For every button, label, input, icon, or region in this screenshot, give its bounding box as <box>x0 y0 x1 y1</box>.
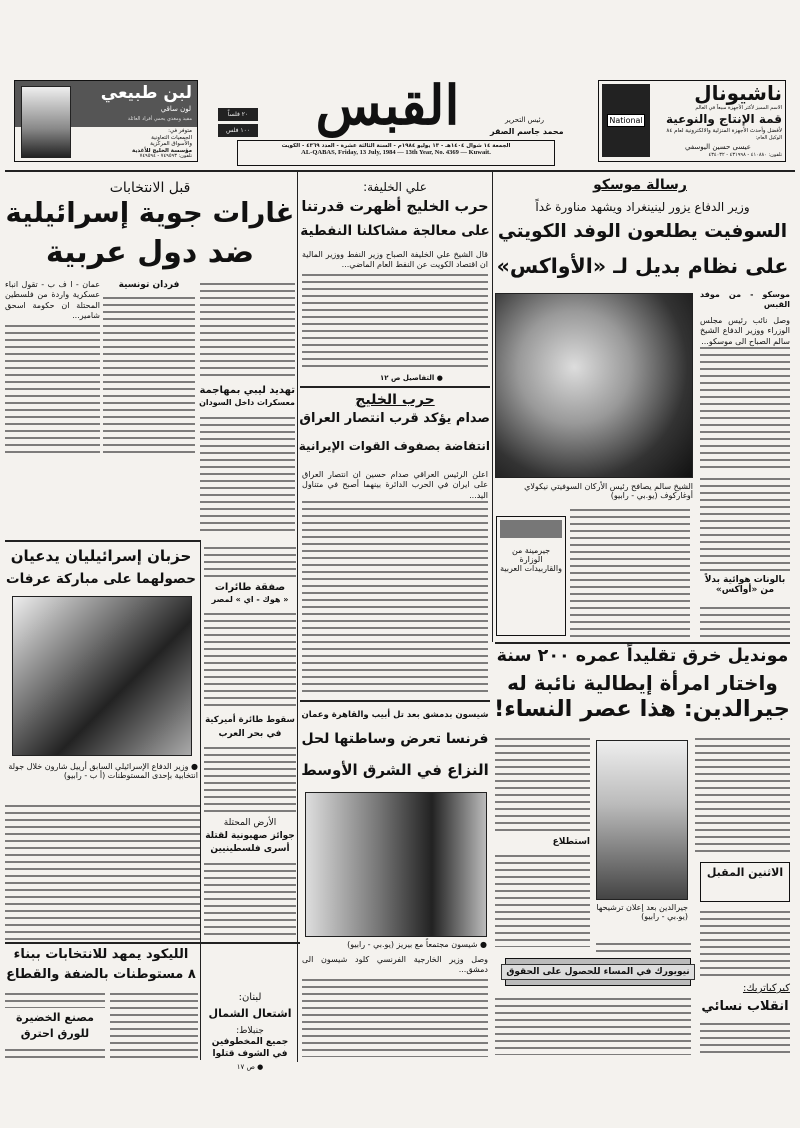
laban-ad: لبن طبيعي لون ساقي مفيد ومغذي يحمي أفراد العائلة متوفر في: الجمعيات التعاونية والأسواق المركزية مؤسسة الخليج للأغذية تلفون: ٧٤٩٥٩٣ - ٧٤٩٥٩٤ <box>14 80 198 162</box>
national-ad: National ناشيونال الاسم المميز لأكثر الأجهزة مبيعاً في العالم قمة الإنتاج والنوعية لأفضل وأحدث الأجهزة المنزلية والالكترونية لعام ٨٤ الوكيل العام: عيسى حسين اليوسفي تلفون: ٤١٠٨٨٠ - ٤٣١٩٩٨ - ٤٣٤٠٣٢ <box>598 80 786 162</box>
moscow-photo <box>495 293 693 478</box>
gulf-oil-headline: حرب الخليج أظهرت قدرتنا <box>301 199 489 215</box>
box-next-monday: الاثنين المقبل <box>700 862 790 902</box>
moscow-kicker: رسالة موسكو <box>593 177 687 193</box>
newspaper-logo: القبس <box>315 73 460 137</box>
ad-brand: ناشيونال <box>694 81 782 105</box>
sharon-photo <box>12 596 192 756</box>
price-2: ١٠٠ فلس <box>218 124 258 137</box>
nyc-box: نيويورك في المساء للحصول على الحقوق <box>505 958 691 986</box>
dateline-box: الجمعة ١٤ شوال ١٤٠٤هـ - ١٣ يوليو ١٩٨٤م - السنة الثالثة عشرة - العدد ٤٣٦٩ - الكويت AL-QABAS, Friday, 13 July, 1984 — 13th Year, No. 4369 — Kuwait. <box>237 140 555 166</box>
likud-headline: الليكود يمهد للانتخابات ببناء <box>13 947 189 962</box>
price-1: ٢٠ فلساً <box>218 108 258 121</box>
laban-carton-image <box>21 86 71 158</box>
france-headline: فرنسا تعرض وساطتها لحل <box>301 731 489 747</box>
moscow-headline: السوفيت يطلعون الوفد الكويتي <box>497 221 788 242</box>
ferraro-photo <box>596 740 688 900</box>
airstrikes-headline: غارات جوية إسرائيلية <box>5 197 295 229</box>
cheysson-photo <box>305 792 487 937</box>
distributor: مؤسسة الخليج للأغذية <box>132 147 192 154</box>
mondale-headline: موندیل خرق تقلیداً عمره ٢٠٠ سنة <box>496 646 789 666</box>
parties-headline: حزبان إسرائيليان يدعيان <box>10 547 192 565</box>
box-note: جيرمينة من الوزارة والقاربيدات العربية <box>496 516 566 636</box>
saddam-headline: صدام يؤكد قرب انتصار العراق <box>299 411 490 426</box>
national-logo-icon: National <box>602 84 650 157</box>
